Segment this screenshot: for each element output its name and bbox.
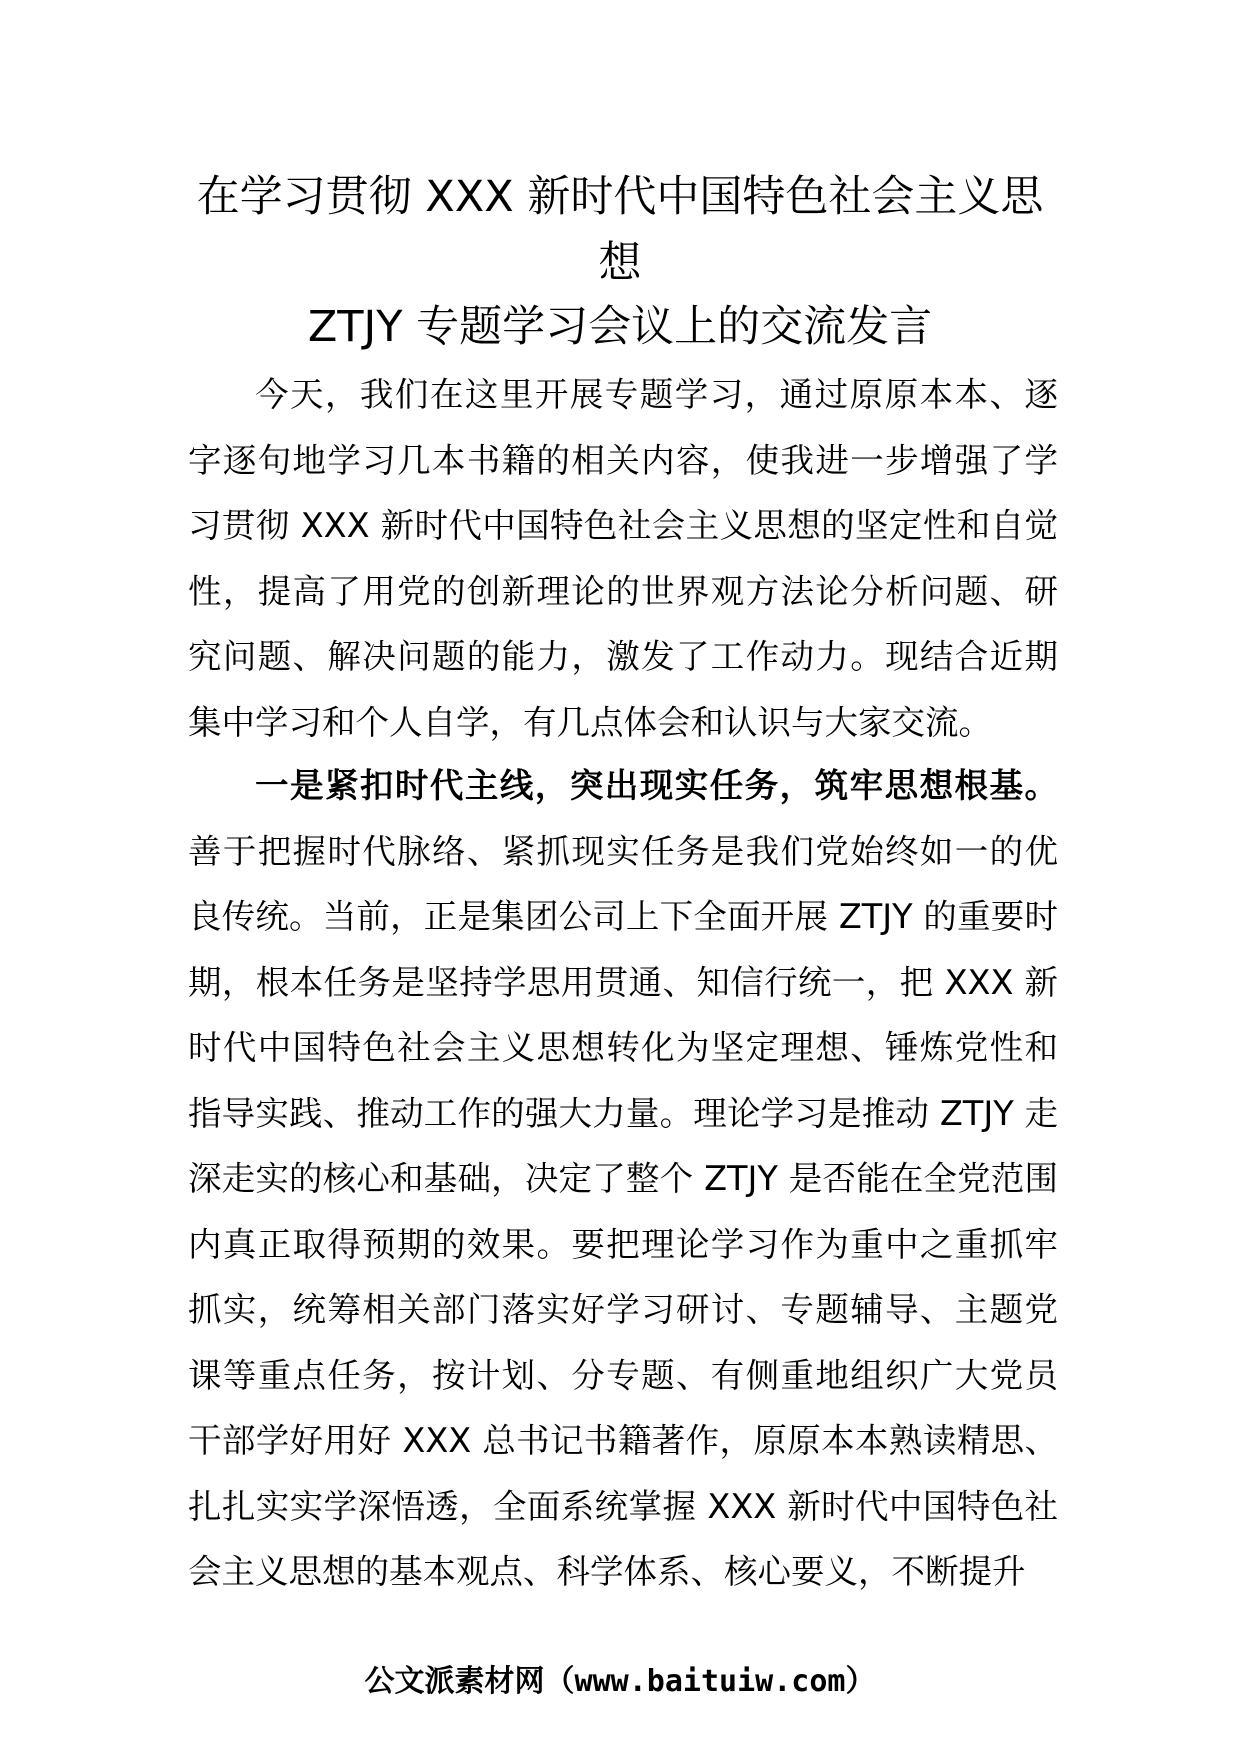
document-title-line-2: 想 — [598, 238, 642, 288]
footer-watermark — [0, 1662, 1240, 1702]
footer-close-paren: ） — [845, 1664, 876, 1699]
footer-open-paren: （ — [544, 1664, 575, 1699]
body-paragraph-1: 今天，我们在这里开展专题学习，通过原原本本、逐字逐句地学习几本书籍的相关内容，使我进一步增强了学习贯彻 XXX 新时代中国特色社会主义思想的坚定性和自觉性，提高了用党的创新理论的世界观方法论分析问题、研究问题、解决问题的能力，激发了工作动力。现结合近期集中学习和个人自学，有几点体会和认识与大家交流。 — [188, 375, 1058, 742]
paragraph-2-lead-sentence: 一是紧扣时代主线，突出现实任务，筑牢思想根基。 — [255, 766, 1058, 805]
paragraph-2-body: 善于把握时代脉络、紧抓现实任务是我们党始终如一的优良传统。当前，正是集团公司上下全面开展 ZTJY 的重要时期，根本任务是坚持学思用贯通、知信行统一，把 XXX 新时代中国特色社会主义思想转化为坚定理想、锤炼党性和指导实践、推动工作的强大力量。理论学习是推动 ZTJY 走深走实的核心和基础，决定了整个 ZTJY 是否能在全党范围内真正取得预期的效果。要把理论学习作为重中之重抓牢抓实，统筹相关部门落实好学习研讨、专题辅导、主题党课等重点任务，按计划、分专题、有侧重地组织广大党员干部学好用好 XXX 总书记书籍著作，原原本本熟读精思、扎扎实实学深悟透，全面系统掌握 XXX 新时代中国特色社会主义思想的基本观点、科学体系、核心要义，不断提升 — [188, 831, 1058, 1591]
document-title-line-1: 在学习贯彻 XXX 新时代中国特色社会主义思 — [196, 172, 1044, 222]
footer-site-name: 公文派素材网 — [364, 1664, 545, 1699]
document-title-line-3: ZTJY 专题学习会议上的交流发言 — [307, 302, 933, 352]
footer-url: www.baituiw.com — [574, 1664, 846, 1699]
body-paragraph-2 — [188, 753, 1058, 1605]
